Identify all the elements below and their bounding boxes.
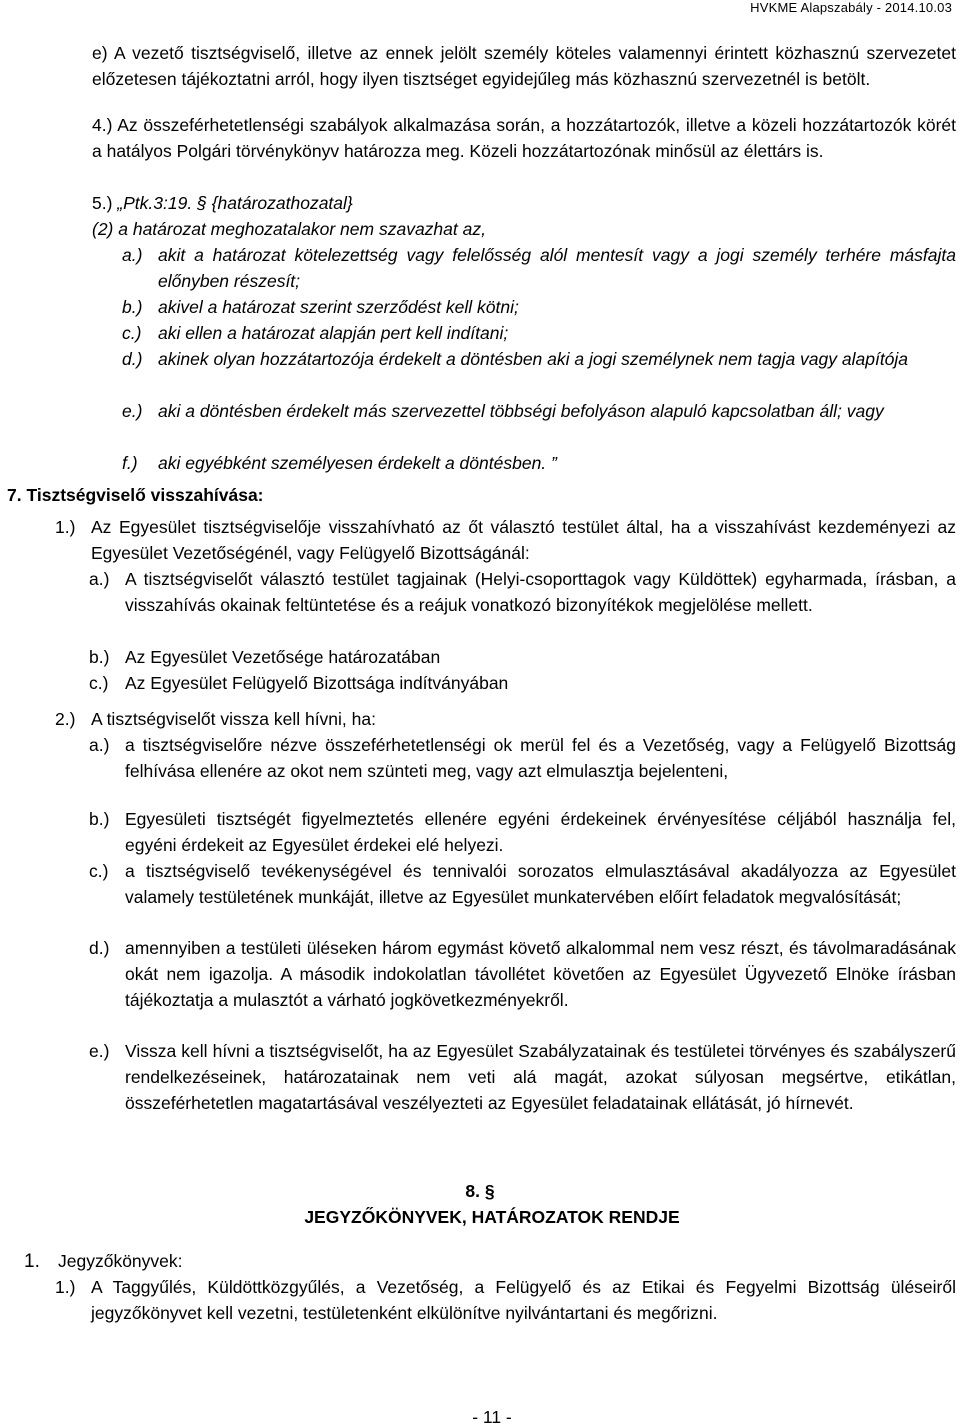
item-label: f.)	[122, 453, 138, 473]
item-label: a.)	[89, 735, 110, 755]
item-label: e.)	[89, 1041, 110, 1061]
document-header: HVKME Alapszabály - 2014.10.03	[750, 0, 952, 15]
ptk-intro: (2) a határozat meghozatalakor nem szavazhat az,	[92, 219, 486, 239]
item-text: Az Egyesület Felügyelő Bizottsága indítványában	[125, 673, 509, 693]
s7-point-2-b	[89, 806, 956, 858]
item-text: akinek olyan hozzátartozója érdekelt a döntésben aki a jogi személynek nem tagja vagy alapítója	[158, 349, 909, 369]
ptk-item-a	[122, 242, 956, 294]
paragraph-5	[92, 190, 956, 216]
paragraph-4: 4.) Az összeférhetetlenségi szabályok alkalmazása során, a hozzátartozók, illetve a közeli hozzátartozók körét a hatályos Polgári törvénykönyv határozza meg. Közeli hozzátartozónak minősül az élettárs is.	[92, 115, 956, 161]
item-text: a tisztségviselő tevékenységével és tennivalói sorozatos elmulasztásával akadályozza az Egyesület valamely testületének munkáját, illetve az Egyesület munkatervében előírt feladatok megvalósítását;	[125, 861, 956, 907]
item-label: b.)	[122, 297, 143, 317]
section-8-number-line	[0, 1178, 960, 1204]
section-7-title: Tisztségviselő visszahívása:	[21, 485, 264, 505]
item-label: c.)	[122, 323, 142, 343]
subsection-1-title: Jegyzőkönyvek:	[58, 1251, 183, 1271]
item-text: a tisztségviselőre nézve összeférhetetlenségi ok merül fel és a Vezetőség, vagy a Felügyelő Bizottság felhívása ellenére az okot nem szünteti meg, vagy azt elmulasztja bejelenteni,	[125, 735, 956, 781]
ptk-item-c	[122, 320, 956, 346]
subsection-1-heading	[24, 1248, 724, 1275]
section-8-number: 8.	[465, 1181, 480, 1201]
ptk-item-e	[122, 398, 956, 424]
item-label: a.)	[89, 569, 110, 589]
ptk-title: {határozathozatal}	[206, 193, 353, 213]
s7-point-2-e	[89, 1038, 956, 1116]
s7-point-1	[55, 514, 956, 566]
ptk-item-f	[122, 450, 956, 476]
paragraph-e: e) A vezető tisztségviselő, illetve az ennek jelölt személy köteles valamennyi érintett közhasznú szervezetet előzetesen tájékoztatni arról, hogy ilyen tisztséget egyidejűleg más közhasznú szervezetnél is betölt.	[92, 43, 956, 89]
item-label: e.)	[122, 401, 143, 421]
item-label: c.)	[89, 673, 109, 693]
section-sign: §	[484, 1181, 495, 1201]
s7-point-1-a	[89, 566, 956, 618]
page-number: - 11 -	[472, 1407, 512, 1427]
ptk-reference: „Ptk.3:19.	[117, 193, 193, 213]
item-text: Vissza kell hívni a tisztségviselőt, ha az Egyesület Szabályzatainak és testületei törvényes és szabályszerű rendelkezéseinek, határozatainak nem veti alá magát, azokat súlyosan megsértve, etikátlan, összeférhetetlen magatartásával veszélyezteti az Egyesület feladatainak ellátását, jó hírnevét.	[125, 1041, 956, 1113]
item-label: b.)	[89, 809, 110, 829]
item-text: A tisztségviselőt vissza kell hívni, ha:	[91, 709, 376, 729]
section-sign: §	[197, 193, 207, 213]
section-7-number: 7.	[7, 485, 22, 505]
item-text: Az Egyesület tisztségviselője visszahívható az őt választó testület által, ha a visszahívást kezdeményezi az Egyesület Vezetőségénél, vagy Felügyelő Bizottságánál:	[91, 517, 956, 563]
item-text: aki ellen a határozat alapján pert kell indítani;	[158, 323, 509, 343]
item-label: b.)	[89, 647, 110, 667]
s7-point-2	[55, 706, 956, 732]
item-text: aki egyébként személyesen érdekelt a döntésben. ”	[158, 453, 557, 473]
s7-point-1-c	[89, 670, 956, 696]
subsection-1-number: 1.	[24, 1251, 40, 1272]
s7-point-2-a	[89, 732, 956, 784]
item-text: amennyiben a testületi üléseken három egymást követő alkalommal nem vesz részt, és távolmaradásának okát nem igazolja. A második indokolatlan távollétet követően az Egyesület Ügyvezető Elnöke írásban tájékoztatja a mulasztót a várható jogkövetkezményekről.	[125, 938, 956, 1010]
section-7-heading	[7, 482, 264, 508]
item-label: d.)	[89, 938, 110, 958]
s7-point-2-c	[89, 858, 956, 910]
item-text: Egyesületi tisztségét figyelmeztetés ellenére egyéni érdekeinek érvényesítése céljából használja fel, egyéni érdekeit az Egyesület érdekei elé helyezi.	[125, 809, 956, 855]
item-label: 1.)	[55, 1277, 76, 1297]
ptk-item-b	[122, 294, 956, 320]
item-label: d.)	[122, 349, 143, 369]
item-label: 2.)	[55, 709, 76, 729]
item-text: A Taggyűlés, Küldöttközgyűlés, a Vezetőség, a Felügyelő és az Etikai és Fegyelmi Bizottság üléseiről jegyzőkönyvet kell vezetni, testületenként elkülönítve nyilvántartani és megőrizni.	[91, 1277, 956, 1323]
item-text: A tisztségviselőt választó testület tagjainak (Helyi-csoporttagok vagy Küldöttek) egyharmada, írásban, a visszahívás okainak feltüntetése és a reájuk vonatkozó bizonyítékok megjelölése mellett.	[125, 569, 956, 615]
paragraph-5-label: 5.)	[92, 193, 118, 213]
item-text: akit a határozat kötelezettség vagy felelősség alól mentesít vagy a jogi személy terhére másfajta előnyben részesít;	[158, 245, 956, 291]
s7-point-2-d	[89, 935, 956, 1013]
section-8-title: JEGYZŐKÖNYVEK, HATÁROZATOK RENDJE	[304, 1207, 680, 1227]
item-label: 1.)	[55, 517, 76, 537]
item-text: akivel a határozat szerint szerződést kell kötni;	[158, 297, 519, 317]
ptk-item-d	[122, 346, 956, 372]
item-label: c.)	[89, 861, 109, 881]
sub1-point-1	[55, 1274, 956, 1326]
item-text: aki a döntésben érdekelt más szervezettel többségi befolyáson alapuló kapcsolatban áll; vagy	[158, 401, 884, 421]
item-text: Az Egyesület Vezetősége határozatában	[125, 647, 441, 667]
s7-point-1-b	[89, 644, 956, 670]
item-label: a.)	[122, 245, 143, 265]
